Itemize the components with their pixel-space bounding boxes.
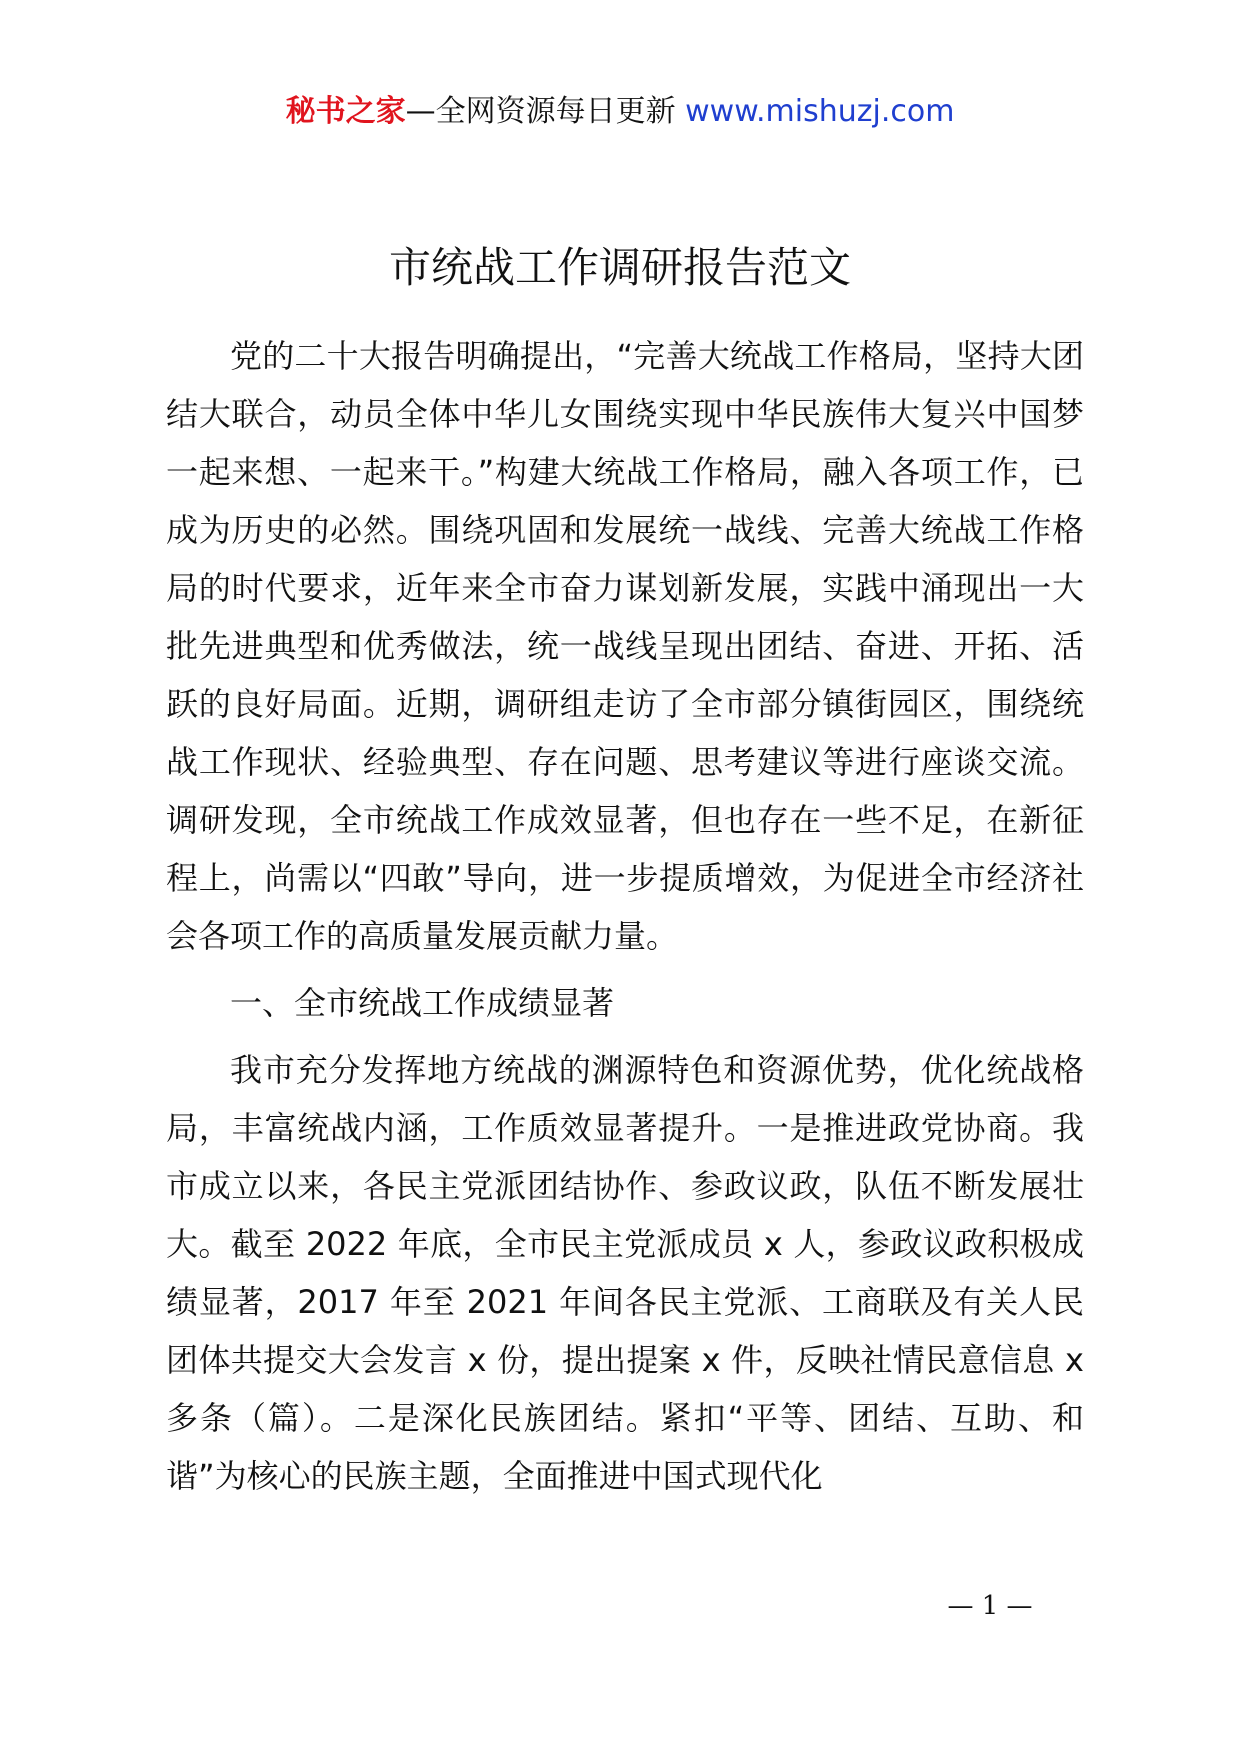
site-tagline: —全网资源每日更新 (405, 94, 676, 129)
section-heading: 一、全市统战工作成绩显著 (230, 984, 615, 1022)
site-url-link[interactable]: www.mishuzj.com (685, 94, 955, 129)
section-paragraph: 我市充分发挥地方统战的渊源特色和资源优势，优化统战格局，丰富统战内涵，工作质效显著提升。一是推进政党协商。我市成立以来，各民主党派团结协作、参政议政，队伍不断发展壮大。截至 2022 年底，全市民主党派成员 x 人，参政议政积极成绩显著，2017 年至 2021 年间各民主党派、工商联及有关人民团体共提交大会发言 x 份，提出提案 x 件，反映社情民意信息 x 多条（篇）。二是深化民族团结。紧扣“平等、团结、互助、和谐”为核心的民族主题，全面推进中国式现代化 (166, 1051, 1084, 1495)
document-title: 市统战工作调研报告范文 (388, 243, 851, 292)
document-body (166, 327, 1084, 1505)
site-banner (0, 92, 1240, 132)
intro-paragraph: 党的二十大报告明确提出，“完善大统战工作格局，坚持大团结大联合，动员全体中华儿女围绕实现中华民族伟大复兴中国梦一起来想、一起来干。”构建大统战工作格局，融入各项工作，已成为历史的必然。围绕巩固和发展统一战线、完善大统战工作格局的时代要求，近年来全市奋力谋划新发展，实践中涌现出一大批先进典型和优秀做法，统一战线呈现出团结、奋进、开拓、活跃的良好局面。近期，调研组走访了全市部分镇街园区，围绕统战工作现状、经验典型、存在问题、思考建议等进行座谈交流。调研发现，全市统战工作成效显著，但也存在一些不足，在新征程上，尚需以“四敢”导向，进一步提质增效，为促进全市经济社会各项工作的高质量发展贡献力量。 (166, 337, 1084, 955)
page-number: — 1 — (947, 1591, 1033, 1621)
site-brand-name: 秘书之家 (285, 94, 406, 129)
